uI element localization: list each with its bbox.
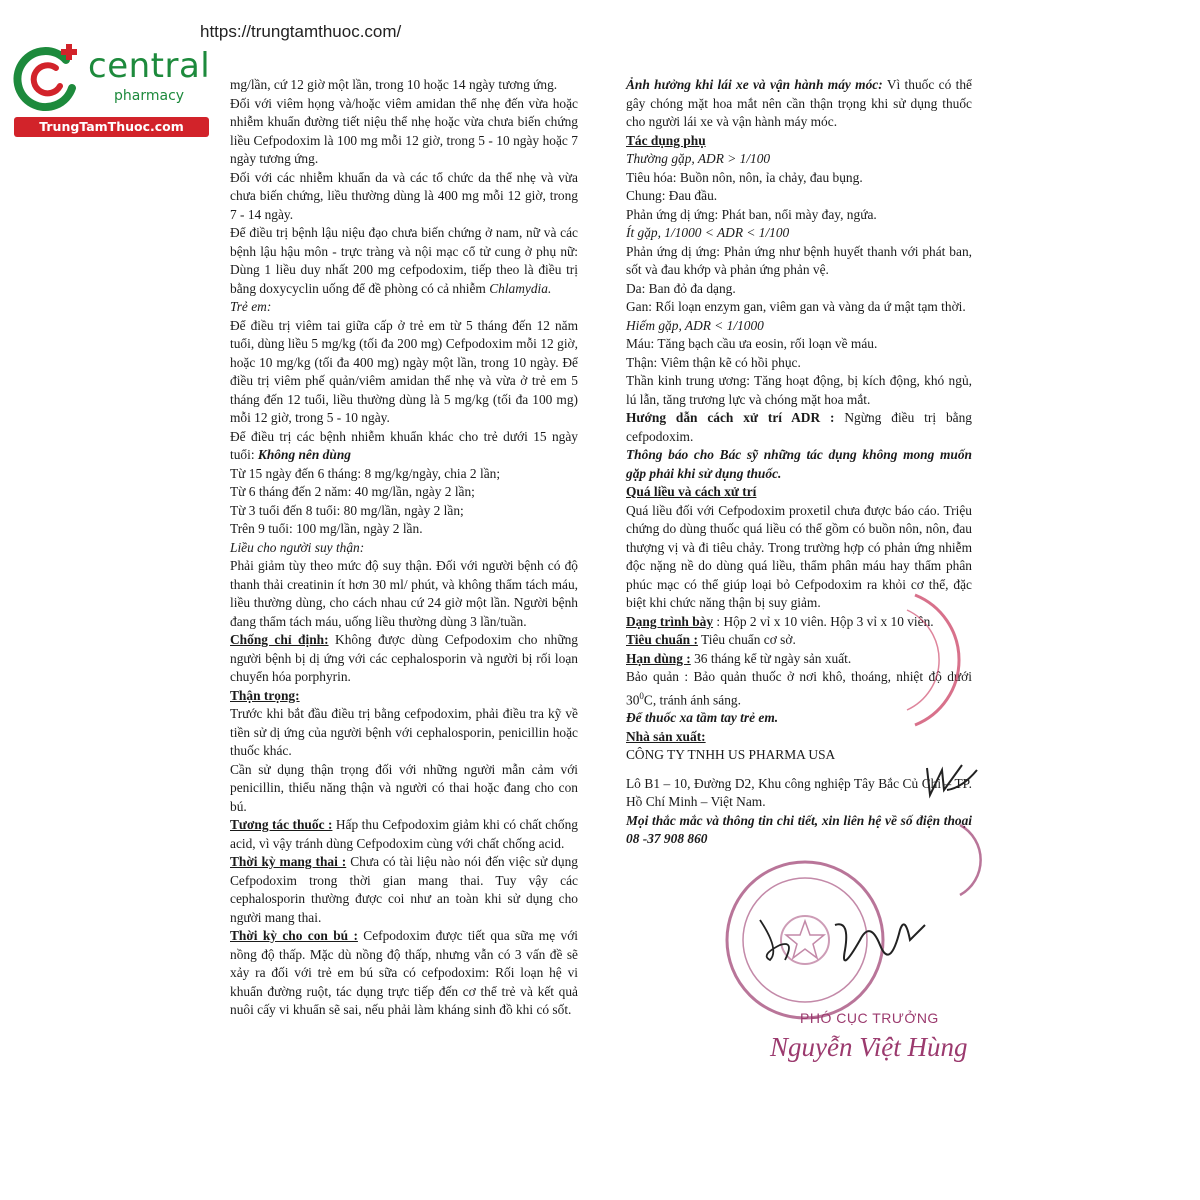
approval-name: Nguyễn Việt Hùng <box>770 1032 968 1062</box>
adr-handling: Hướng dẫn cách xử trí ADR : Ngừng điều trị bằng cefpodoxim. <box>626 410 972 444</box>
renal-heading: Liều cho người suy thận: <box>230 539 365 555</box>
manufacturer: CÔNG TY TNHH US PHARMA USA <box>626 747 836 763</box>
common-3: Phản ứng dị ứng: Phát ban, nổi mày đay, ngứa. <box>626 206 877 222</box>
source-url[interactable]: https://trungtamthuoc.com/ <box>200 22 402 41</box>
uncommon-2: Da: Ban đỏ đa dạng. <box>626 280 736 296</box>
edge-stamp-icon <box>955 820 1000 900</box>
common-1: Tiêu hóa: Buồn nôn, nôn, ỉa chảy, đau bụng. <box>626 169 863 185</box>
dose-age-4: Trên 9 tuổi: 100 mg/lần, ngày 2 lần. <box>230 521 423 536</box>
driving: Ảnh hưởng khi lái xe và vận hành máy móc: Vì thuốc có thể gây chóng mặt hoa mắt nên cần thận trọng khi sử dụng thuốc cho người lái xe và vận hành máy móc. <box>626 77 972 129</box>
red-company-stamp-icon <box>905 590 985 730</box>
rare-heading: Hiếm gặp, ADR < 1/1000 <box>626 317 764 333</box>
logo-sub: pharmacy <box>114 88 185 104</box>
common-2: Chung: Đau đầu. <box>626 188 718 203</box>
overdose-heading: Quá liều và cách xử trí <box>626 484 757 499</box>
caution-heading: Thận trọng: <box>230 687 300 703</box>
rare-1: Máu: Tăng bạch cầu ưa eosin, rối loạn về máu. <box>626 336 878 351</box>
rare-2: Thận: Viêm thận kẽ có hồi phục. <box>626 354 801 370</box>
caution-2: Cần sử dụng thận trọng đối với những người mẫn cảm với penicillin, thiểu năng thận và người có thai hoặc đang cho con bú. <box>230 761 578 814</box>
address: Lô B1 – 10, Đường D2, Khu công nghiệp Tây Bắc Củ Chi – TP. Hồ Chí Minh – Việt Nam. <box>626 775 972 810</box>
dose-age-1: Từ 15 ngày đến 6 tháng: 8 mg/kg/ngày, chia 2 lần; <box>230 465 501 481</box>
overdose: Quá liều đối với Cefpodoxim proxetil chưa được báo cáo. Triệu chứng do dùng thuốc quá liều có thể gồm có buồn nôn, nôn, đau thượng vị và đi tiêu chảy. Trong trường hợp có phản ứng nhiễm độc nặng nề do dùng quá liều, thẩm phân máu hay thẩm phân phúc mạc có thể giúp loại bỏ Cefpodoxim ra khỏi cơ thể, đặc biệt khi chức năng thận bị suy giảm. <box>626 502 972 610</box>
dose-renal: Phải giảm tùy theo mức độ suy thận. Đối với người bệnh có độ thanh thải creatinin ít hơn 30 ml/ phút, và không thẩm tách máu, liều thường dùng, cho cách nhau cứ 24 giờ một lần. Người bệnh đang thẩm tách máu, uống liều thường dùng 3 lần/tuần. <box>230 558 578 629</box>
dose-infants: Để điều trị các bệnh nhiễm khuẩn khác cho trẻ dưới 15 ngày tuổi: Không nên dùng <box>230 428 578 462</box>
keep-away: Để thuốc xa tầm tay trẻ em. <box>626 710 779 726</box>
central-pharmacy-logo <box>10 38 215 138</box>
lactation: Thời kỳ cho con bú : Cefpodoxim được tiết qua sữa mẹ với nồng độ thấp. Mặc dù nồng độ thấp, nhưng vẫn có 3 vấn đề sẽ xảy ra đối với trẻ em bú sữa có cefpodoxim: Rối loạn hệ vi khuẩn đường ruột, tác dụng trực tiếp đến cơ thể trẻ và kết quả nuôi cấy vi khuẩn sẽ sai, nếu phải làm kháng sinh đồ khi có sốt. <box>230 928 578 1017</box>
dose-gonorrhea: Để điều trị bệnh lậu niệu đạo chưa biến chứng ở nam, nữ và các bệnh lậu hậu môn - trực tràng và nội mạc cổ tử cung ở phụ nữ: Dùng 1 liều duy nhất 200 mg cefpodoxim, tiếp theo là điều trị bằng doxycyclin uống để đề phòng có cả nhiễm Chlamydia. <box>230 225 578 296</box>
handwritten-initials-icon <box>922 760 982 805</box>
packaging: Dạng trình bày : Hộp 2 vỉ x 10 viên. Hộp 3 vỉ x 10 viên. <box>626 613 934 629</box>
logo-word: central <box>88 46 211 86</box>
logo-mark-icon <box>10 38 90 118</box>
rare-3: Thần kinh trung ương: Tăng hoạt động, bị kích động, khó ngủ, lú lẫn, tăng trương lực và chóng mặt hoa mắt. <box>626 373 972 407</box>
pregnancy: Thời kỳ mang thai : Chưa có tài liệu nào nói đến việc sử dụng Cefpodoxim trong thời gian mang thai. Tuy vậy các cephalosporin thường được coi như an toàn khi sử dụng cho người mang thai. <box>230 854 578 925</box>
dose-pharyngitis: Đối với viêm họng và/hoặc viêm amidan thể nhẹ đến vừa hoặc nhiễm khuẩn đường tiết niệu thể nhẹ hoặc vừa chưa biến chứng liều Cefpodoxim là 100 mg mỗi 12 giờ, trong 5 - 10 ngày hoặc 7 ngày tương ứng. <box>230 95 578 166</box>
dose-continued: mg/lần, cứ 12 giờ một lần, trong 10 hoặc 14 ngày tương ứng. <box>230 77 558 92</box>
left-column <box>230 76 578 1020</box>
uncommon-heading: Ít gặp, 1/1000 < ADR < 1/100 <box>626 225 790 240</box>
logo-site-bar: TrungTamThuoc.com <box>14 117 209 137</box>
standard: Tiêu chuẩn : Tiêu chuẩn cơ sở. <box>626 632 796 647</box>
manufacturer-heading: Nhà sản xuất: <box>626 728 706 744</box>
dose-age-2: Từ 6 tháng đến 2 năm: 40 mg/lần, ngày 2 lần; <box>230 484 475 499</box>
common-heading: Thường gặp, ADR > 1/100 <box>626 151 771 166</box>
dose-skin: Đối với các nhiễm khuẩn da và các tổ chức da thể nhẹ và vừa chưa biến chứng, liều thường dùng là 400 mg mỗi 12 giờ, trong 7 - 14 ngày. <box>230 169 578 222</box>
dose-kids: Để điều trị viêm tai giữa cấp ở trẻ em từ 5 tháng đến 12 năm tuổi, dùng liều 5 mg/kg (tối đa 200 mg) Cefpodoxim mỗi 12 giờ, hoặc 10 mg/kg (tối đa 400 mg) ngày một lần, trong 10 ngày. Để điều trị viêm phế quản/viêm amidan thể nhẹ và vừa ở trẻ em 5 tháng đến 12 tuổi, liều thường dùng là 5 mg/kg (tối đa 100 mg) mỗi 12 giờ, trong 5 - 10 ngày. <box>230 317 578 425</box>
approval-title: PHÓ CỤC TRƯỞNG <box>800 1010 939 1026</box>
dose-age-3: Từ 3 tuổi đến 8 tuổi: 80 mg/lần, ngày 2 lần; <box>230 502 464 518</box>
interactions: Tương tác thuốc : Hấp thu Cefpodoxim giảm khi có chất chống acid, vì vậy tránh dùng Cefpodoxim cùng với chất chống acid. <box>230 817 578 851</box>
right-column <box>626 76 972 849</box>
signature-icon <box>740 900 960 980</box>
uncommon-3: Gan: Rối loạn enzym gan, viêm gan và vàng da ứ mật tạm thời. <box>626 299 966 314</box>
notify-doctor: Thông báo cho Bác sỹ những tác dụng không mong muốn gặp phải khi sử dụng thuốc. <box>626 447 972 481</box>
side-effects-heading: Tác dụng phụ <box>626 132 706 148</box>
caution-1: Trước khi bắt đầu điều trị bằng cefpodoxim, phải điều tra kỹ về tiền sử dị ứng của người bệnh với cephalosporin, penicillin hoặc thuốc khác. <box>230 706 578 758</box>
expiry: Hạn dùng : 36 tháng kể từ ngày sản xuất. <box>626 650 852 666</box>
storage: Bảo quản : Bảo quản thuốc ở nơi khô, thoáng, nhiệt độ dưới $30^0C$, tránh ánh sáng. <box>626 669 972 707</box>
contact-info: Mọi thắc mắc và thông tin chi tiết, xin liên hệ về số điện thoại 08 -37 908 860 <box>626 812 972 847</box>
contraindications: Chống chỉ định: Không được dùng Cefpodoxim cho những người bệnh bị dị ứng với các cephalosporin và người bị rối loạn chuyển hóa porphyrin. <box>230 632 578 684</box>
kids-heading: Trẻ em: <box>230 299 272 314</box>
uncommon-1: Phản ứng dị ứng: Phản ứng như bệnh huyết thanh với phát ban, sốt và đau khớp và phản ứng phản vệ. <box>626 243 972 277</box>
